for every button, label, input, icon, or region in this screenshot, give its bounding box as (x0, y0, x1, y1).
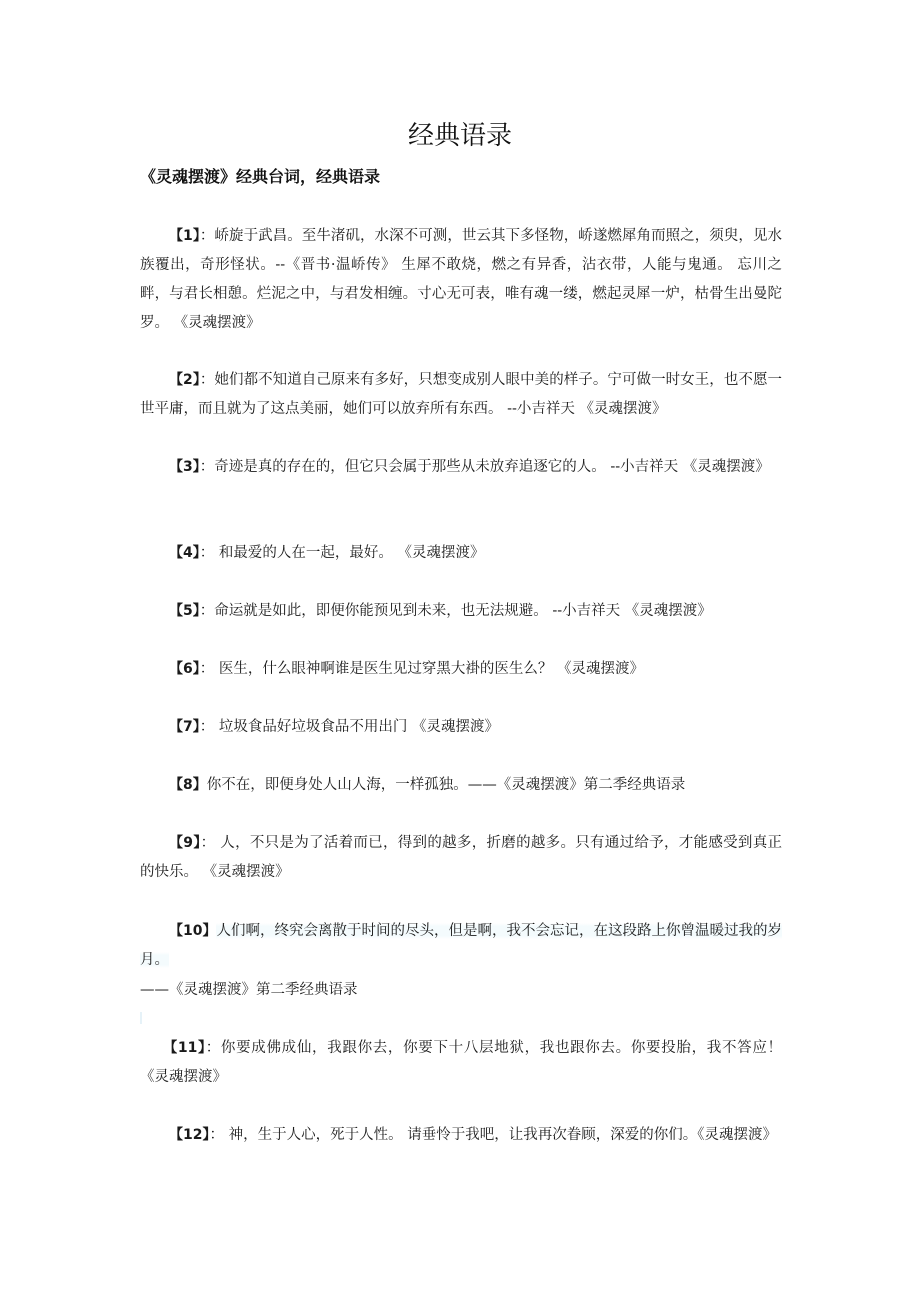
quote-number: 【1】 (169, 228, 200, 244)
quote-entry-12 (140, 1121, 782, 1150)
faint-mark (140, 1012, 142, 1024)
quote-text: ：她们都不知道自己原来有多好，只想变成别人眼中美的样子。宁可做一时女王，也不愿一世平庸，而且就为了这点美丽，她们可以放弃所有东西。 --小吉祥天 《灵魂摆渡》 (140, 372, 782, 417)
quote-entry-3 (140, 453, 782, 482)
quote-text: ：你要成佛成仙，我跟你去，你要下十八层地狱，我也跟你去。你要投胎，我不答应！ 《灵魂摆渡》 (140, 1040, 783, 1085)
quote-text: ： 神，生于人心，死于人性。 请垂怜于我吧，让我再次眷顾，深爱的你们。《灵魂摆渡》 (209, 1127, 777, 1143)
quote-number: 【11】 (163, 1040, 206, 1056)
quote-entry-7 (140, 713, 782, 742)
quote-text: ： 医生，什么眼神啊谁是医生见过穿黑大褂的医生么？ 《灵魂摆渡》 (199, 661, 644, 677)
quote-entry-11 (140, 1034, 782, 1092)
quote-text: ： 垃圾食品好垃圾食品不用出门 《灵魂摆渡》 (199, 719, 499, 735)
quote-number: 【12】 (169, 1127, 210, 1143)
quote-text: 你不在，即便身处人山人海，一样孤独。——《灵魂摆渡》第二季经典语录 (206, 777, 686, 793)
quote-entry-8 (140, 771, 782, 800)
quote-entry-9 (140, 829, 782, 887)
quote-number: 【2】 (169, 372, 200, 388)
quote-text: ： 和最爱的人在一起，最好。 《灵魂摆渡》 (199, 545, 485, 561)
page-title: 经典语录 (407, 121, 512, 151)
quote-entry-4 (140, 539, 782, 568)
quote-text: 人们啊，终究会离散于时间的尽头，但是啊，我不会忘记，在这段路上你曾温暖过我的岁月。 (140, 923, 782, 968)
quote-number: 【4】 (169, 545, 200, 561)
quote-number: 【10】 (169, 923, 217, 939)
quote-number: 【3】 (169, 459, 200, 475)
quote-number: 【8】 (169, 777, 207, 793)
quote-entry-5 (140, 597, 782, 626)
quote-entry-2 (140, 366, 782, 424)
quote-text: ：峤旋于武昌。至牛渚矶，水深不可测，世云其下多怪物，峤遂燃犀角而照之，须臾，见水族覆出，奇形怪状。--《晋书·温峤传》 生犀不敢烧，燃之有异香，沾衣带，人能与鬼通。 忘川之畔，与君长相憩。烂泥之中，与君发相缠。寸心无可表，唯有魂一缕，燃起灵犀一炉，枯骨生出曼陀罗。 《灵魂摆渡》 (140, 228, 782, 331)
quote-entry-1 (140, 222, 782, 338)
quote-number: 【7】 (169, 719, 200, 735)
quote-entry-6 (140, 655, 782, 684)
page-subtitle: 《灵魂摆渡》经典台词，经典语录 (140, 167, 381, 186)
quote-text: ：奇迹是真的存在的，但它只会属于那些从未放弃追逐它的人。 --小吉祥天 《灵魂摆渡》 (199, 459, 770, 475)
quote-number: 【6】 (169, 661, 200, 677)
quote-number: 【5】 (169, 603, 200, 619)
quote-text: ：命运就是如此，即便你能预见到未来，也无法规避。 --小吉祥天 《灵魂摆渡》 (199, 603, 712, 619)
quote-entry-10 (140, 917, 782, 975)
quote-entry-10-attribution: ——《灵魂摆渡》第二季经典语录 (140, 982, 358, 998)
quote-text: ： 人，不只是为了活着而已，得到的越多，折磨的越多。只有通过给予，才能感受到真正的快乐。 《灵魂摆渡》 (140, 835, 782, 880)
quote-number: 【9】 (169, 835, 201, 851)
